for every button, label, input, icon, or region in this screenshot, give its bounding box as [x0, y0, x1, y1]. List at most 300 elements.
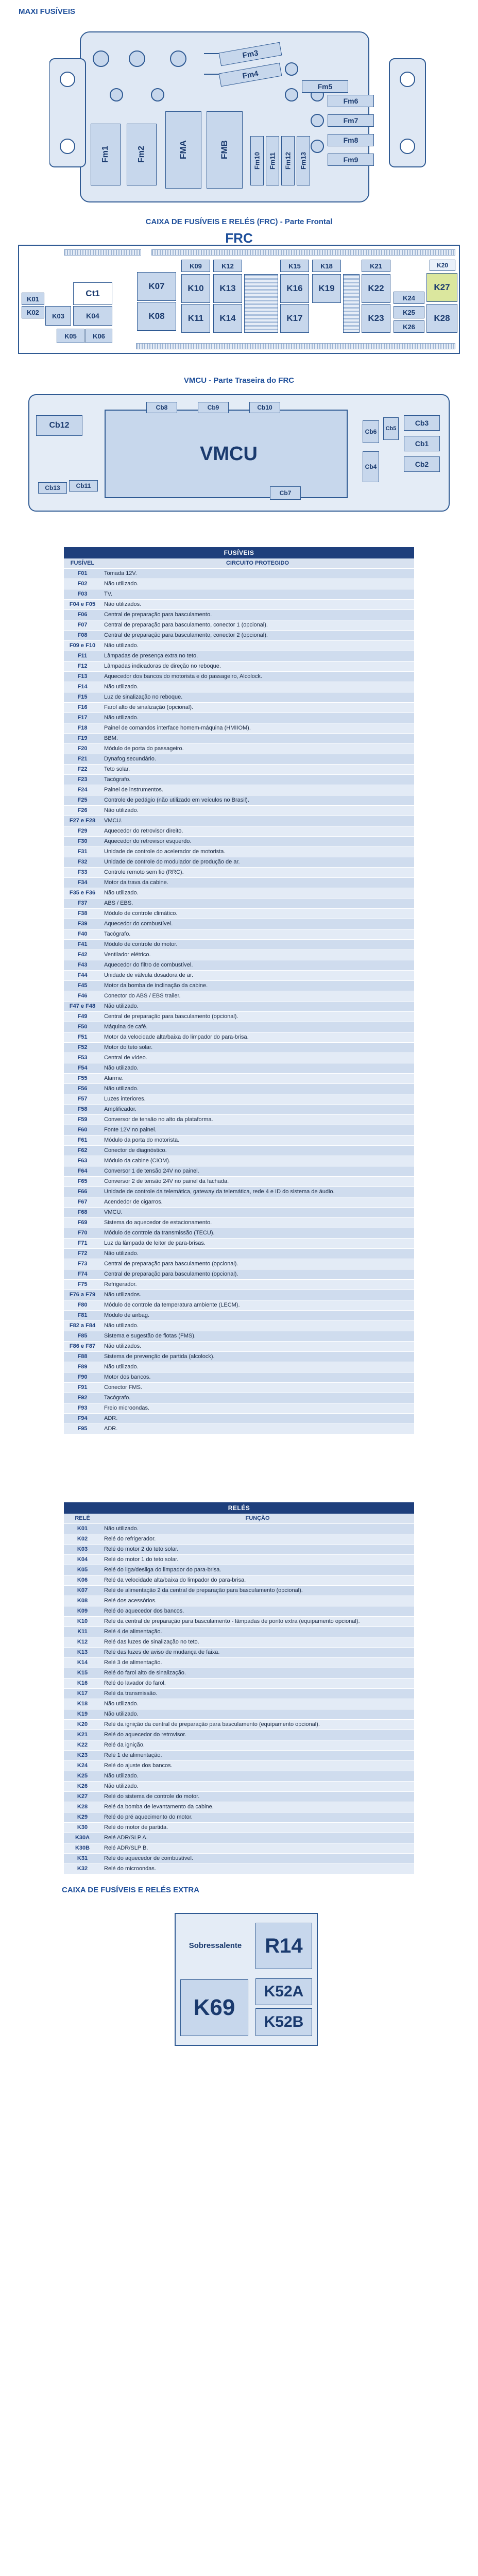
table-row: [64, 1679, 414, 1689]
row-code: F63: [64, 1156, 101, 1166]
row-description: Relé ADR/SLP A.: [101, 1833, 414, 1843]
row-code: F07: [64, 620, 101, 631]
frc-relay-k25: K25: [394, 306, 424, 318]
row-description: ADR.: [101, 1414, 414, 1424]
frc-relay-k07: K07: [137, 272, 176, 301]
row-description: Não utilizado.: [101, 1524, 414, 1534]
row-code: F11: [64, 651, 101, 662]
row-code: F03: [64, 589, 101, 600]
row-description: TV.: [101, 589, 414, 600]
row-code: F02: [64, 579, 101, 589]
row-code: F46: [64, 991, 101, 1002]
row-description: Motor da trava da cabine.: [101, 878, 414, 888]
frc-left-strip: [64, 249, 141, 256]
row-description: Conector do ABS / EBS trailer.: [101, 991, 414, 1002]
fuses-table-body: [64, 569, 414, 1434]
vmcu-cb12: Cb12: [36, 415, 82, 436]
table-row: [64, 971, 414, 981]
table-row: [64, 1699, 414, 1709]
table-row: [64, 765, 414, 775]
row-code: F08: [64, 631, 101, 641]
row-description: Relé da central de preparação para basculamento - lâmpadas de ponto extra (equipamento opcional).: [101, 1617, 414, 1627]
extra-diagram: [174, 1912, 318, 2046]
row-code: K03: [64, 1545, 101, 1555]
maxi-fuse-fm1: Fm1: [91, 124, 121, 185]
row-code: F16: [64, 703, 101, 713]
row-code: F22: [64, 765, 101, 775]
row-description: Relé do sistema de controle do motor.: [101, 1792, 414, 1802]
row-description: Aquecedor do combustível.: [101, 919, 414, 929]
maxi-fuse-fm7: Fm7: [328, 114, 374, 127]
vmcu-rear-title: VMCU - Parte Traseira do FRC: [183, 376, 295, 385]
row-description: Não utilizados.: [101, 1342, 414, 1352]
fuses-table-wrap: [64, 547, 414, 1434]
table-row: [64, 1311, 414, 1321]
table-row: [64, 1146, 414, 1156]
row-description: Módulo da cabine (CIOM).: [101, 1156, 414, 1166]
row-description: Sistema de prevenção de partida (alcolock).: [101, 1352, 414, 1362]
row-code: K12: [64, 1637, 101, 1648]
table-row: [64, 1084, 414, 1094]
table-row: [64, 1403, 414, 1414]
table-row: [64, 775, 414, 785]
vmcu-cb2: Cb2: [404, 456, 440, 472]
row-description: Acendedor de cigarros.: [101, 1197, 414, 1208]
row-code: K30: [64, 1823, 101, 1833]
row-code: F67: [64, 1197, 101, 1208]
frc-relay-k13: K13: [213, 274, 242, 303]
table-row: [64, 1342, 414, 1352]
row-description: Relé da ignição.: [101, 1740, 414, 1751]
row-description: Relé da velocidade alta/baixa do limpador do para-brisa.: [101, 1575, 414, 1586]
row-description: Relé do lavador do farol.: [101, 1679, 414, 1689]
row-description: Fonte 12V no painel.: [101, 1125, 414, 1136]
table-row: [64, 1843, 414, 1854]
table-row: [64, 960, 414, 971]
row-code: F21: [64, 754, 101, 765]
row-description: Luz de sinalização no reboque.: [101, 692, 414, 703]
maxi-fuse-fm10: Fm10: [250, 136, 264, 185]
row-code: F55: [64, 1074, 101, 1084]
row-code: K31: [64, 1854, 101, 1864]
row-code: K04: [64, 1555, 101, 1565]
table-row: [64, 1208, 414, 1218]
row-description: Luz da lâmpada de leitor de para-brisas.: [101, 1239, 414, 1249]
frc-fuse-block-a: [244, 274, 278, 333]
table-row: [64, 620, 414, 631]
frc-relay-k06: K06: [86, 329, 112, 343]
row-description: Central de preparação para basculamento, conector 1 (opcional).: [101, 620, 414, 631]
frc-top-strip: [151, 249, 455, 256]
row-code: K10: [64, 1617, 101, 1627]
row-description: Relé do ajuste dos bancos.: [101, 1761, 414, 1771]
maxi-fuse-diagram: [49, 23, 431, 208]
row-description: Relé da bomba de levantamento da cabine.: [101, 1802, 414, 1812]
frc-relay-k24: K24: [394, 292, 424, 304]
row-description: Não utilizado.: [101, 682, 414, 692]
row-code: F20: [64, 744, 101, 754]
table-row: [64, 1833, 414, 1843]
table-row: [64, 1177, 414, 1187]
table-row: [64, 1854, 414, 1864]
row-description: Tomada 12V.: [101, 569, 414, 579]
table-row: [64, 929, 414, 940]
table-row: [64, 1575, 414, 1586]
table-row: [64, 692, 414, 703]
row-description: Ventilador elétrico.: [101, 950, 414, 960]
row-code: F69: [64, 1218, 101, 1228]
maxi-fuse-fm11: Fm11: [266, 136, 279, 185]
table-row: [64, 1002, 414, 1012]
frc-diagram: [18, 231, 460, 354]
table-row: [64, 1239, 414, 1249]
row-code: F31: [64, 847, 101, 857]
row-code: F04 e F05: [64, 600, 101, 610]
row-code: F19: [64, 734, 101, 744]
row-code: F66: [64, 1187, 101, 1197]
row-description: Relé do refrigerador.: [101, 1534, 414, 1545]
frc-relay-k08: K08: [137, 302, 176, 331]
vmcu-cb10: Cb10: [249, 402, 280, 413]
row-description: Não utilizados.: [101, 600, 414, 610]
row-description: Relé do motor 1 do teto solar.: [101, 1555, 414, 1565]
frc-relay-k17: K17: [280, 304, 309, 333]
row-code: F09 e F10: [64, 641, 101, 651]
extra-relay-k52b: K52B: [255, 2008, 312, 2036]
row-description: Módulo da porta do motorista.: [101, 1136, 414, 1146]
row-description: Não utilizado.: [101, 1771, 414, 1782]
row-description: Relé da ignição da central de preparação para basculamento (equipamento opcional).: [101, 1720, 414, 1730]
row-description: Não utilizado.: [101, 1321, 414, 1331]
row-code: F68: [64, 1208, 101, 1218]
row-code: K21: [64, 1730, 101, 1740]
fuses-table-title: FUSÍVEIS: [64, 547, 414, 558]
relays-table-wrap: [64, 1502, 414, 1874]
maxi-fuse-fm8: Fm8: [328, 134, 374, 146]
row-description: ABS / EBS.: [101, 899, 414, 909]
vmcu-cb6: Cb6: [363, 420, 379, 443]
row-code: K30B: [64, 1843, 101, 1854]
row-code: F29: [64, 826, 101, 837]
frc-relay-k21: K21: [362, 260, 390, 272]
row-code: F23: [64, 775, 101, 785]
row-code: K19: [64, 1709, 101, 1720]
table-row: [64, 909, 414, 919]
vmcu-cb4: Cb4: [363, 451, 379, 482]
row-description: Tacógrafo.: [101, 1393, 414, 1403]
table-row: [64, 1637, 414, 1648]
frc-relay-k14: K14: [213, 304, 242, 333]
row-code: K26: [64, 1782, 101, 1792]
row-code: F49: [64, 1012, 101, 1022]
table-row: [64, 713, 414, 723]
table-row: [64, 1032, 414, 1043]
row-description: Controle de pedágio (não utilizado em veículos no Brasil).: [101, 795, 414, 806]
table-row: [64, 1290, 414, 1300]
vmcu-cb13: Cb13: [38, 482, 67, 494]
row-code: F25: [64, 795, 101, 806]
table-row: [64, 1596, 414, 1606]
table-row: [64, 785, 414, 795]
row-code: F15: [64, 692, 101, 703]
row-description: Relé 1 de alimentação.: [101, 1751, 414, 1761]
row-description: Relé do pré aquecimento do motor.: [101, 1812, 414, 1823]
table-row: [64, 1228, 414, 1239]
table-row: [64, 734, 414, 744]
row-description: Aquecedor dos bancos do motorista e do passageiro, Alcolock.: [101, 672, 414, 682]
row-description: Não utilizado.: [101, 1063, 414, 1074]
table-row: [64, 1761, 414, 1771]
maxi-fuse-fm12: Fm12: [281, 136, 295, 185]
table-row: [64, 991, 414, 1002]
frc-fuse-block-b: [343, 274, 360, 333]
table-row: [64, 1352, 414, 1362]
relays-col-code: RELÉ: [64, 1514, 101, 1524]
row-description: Luzes interiores.: [101, 1094, 414, 1105]
row-code: K20: [64, 1720, 101, 1730]
row-code: F43: [64, 960, 101, 971]
row-code: F12: [64, 662, 101, 672]
fuses-table: [64, 558, 414, 1434]
row-description: Central de preparação para basculamento (opcional).: [101, 1012, 414, 1022]
row-code: K07: [64, 1586, 101, 1596]
row-description: Motor da velocidade alta/baixa do limpador do para-brisa.: [101, 1032, 414, 1043]
row-code: F34: [64, 878, 101, 888]
row-code: F37: [64, 899, 101, 909]
row-code: F70: [64, 1228, 101, 1239]
row-code: F26: [64, 806, 101, 816]
frc-relay-k18: K18: [312, 260, 341, 272]
table-row: [64, 1658, 414, 1668]
row-code: F58: [64, 1105, 101, 1115]
row-description: Aquecedor do retrovisor direito.: [101, 826, 414, 837]
table-row: [64, 1771, 414, 1782]
table-row: [64, 857, 414, 868]
row-code: K32: [64, 1864, 101, 1874]
row-code: F65: [64, 1177, 101, 1187]
table-row: [64, 837, 414, 847]
table-row: [64, 1393, 414, 1403]
table-row: [64, 1259, 414, 1269]
row-description: Não utilizado.: [101, 1709, 414, 1720]
row-description: Relé do aquecedor do retrovisor.: [101, 1730, 414, 1740]
table-row: [64, 1063, 414, 1074]
row-code: K09: [64, 1606, 101, 1617]
row-description: Não utilizado.: [101, 806, 414, 816]
row-description: Refrigerador.: [101, 1280, 414, 1290]
row-description: Conversor de tensão no alto da plataforma.: [101, 1115, 414, 1125]
row-description: Módulo de porta do passageiro.: [101, 744, 414, 754]
row-code: F40: [64, 929, 101, 940]
table-row: [64, 1331, 414, 1342]
row-description: Módulo de controle do motor.: [101, 940, 414, 950]
row-description: Alarme.: [101, 1074, 414, 1084]
row-description: Relé do farol alto de sinalização.: [101, 1668, 414, 1679]
row-description: Não utilizado.: [101, 1249, 414, 1259]
row-code: F38: [64, 909, 101, 919]
row-description: Relé do liga/desliga do limpador do para-brisa.: [101, 1565, 414, 1575]
row-code: F01: [64, 569, 101, 579]
table-row: [64, 1812, 414, 1823]
row-code: F17: [64, 713, 101, 723]
table-row: [64, 1269, 414, 1280]
row-code: F81: [64, 1311, 101, 1321]
row-code: K15: [64, 1668, 101, 1679]
row-description: Sistema do aquecedor de estacionamento.: [101, 1218, 414, 1228]
row-code: F39: [64, 919, 101, 929]
row-code: F57: [64, 1094, 101, 1105]
table-row: [64, 1372, 414, 1383]
table-row: [64, 662, 414, 672]
maxi-fuse-fma: FMA: [165, 111, 201, 189]
table-row: [64, 631, 414, 641]
row-description: Lâmpadas indicadoras de direção no reboque.: [101, 662, 414, 672]
table-row: [64, 1012, 414, 1022]
maxi-title: MAXI FUSÍVEIS: [19, 7, 76, 16]
row-code: K25: [64, 1771, 101, 1782]
row-code: K22: [64, 1740, 101, 1751]
row-code: F73: [64, 1259, 101, 1269]
maxi-fuse-fm3: Fm3: [219, 42, 282, 66]
row-code: K29: [64, 1812, 101, 1823]
table-row: [64, 1053, 414, 1063]
row-description: Central de vídeo.: [101, 1053, 414, 1063]
row-description: Central de preparação para basculamento, conector 2 (opcional).: [101, 631, 414, 641]
row-description: Controle remoto sem fio (RRC).: [101, 868, 414, 878]
row-code: F14: [64, 682, 101, 692]
row-code: K23: [64, 1751, 101, 1761]
frc-label: FRC: [225, 230, 253, 246]
row-description: Relé ADR/SLP B.: [101, 1843, 414, 1854]
row-code: K01: [64, 1524, 101, 1534]
vmcu-cb9: Cb9: [198, 402, 229, 413]
row-description: Lâmpadas de presença extra no teto.: [101, 651, 414, 662]
row-description: Não utilizado.: [101, 1002, 414, 1012]
row-code: K08: [64, 1596, 101, 1606]
row-code: K16: [64, 1679, 101, 1689]
table-row: [64, 1751, 414, 1761]
extra-spare-label: Sobressalente: [189, 1941, 242, 1950]
row-description: Módulo de airbag.: [101, 1311, 414, 1321]
row-code: F85: [64, 1331, 101, 1342]
row-description: Relé dos acessórios.: [101, 1596, 414, 1606]
frc-relay-k28: K28: [426, 304, 457, 333]
table-row: [64, 641, 414, 651]
frc-relay-k01: K01: [22, 293, 44, 305]
row-code: F91: [64, 1383, 101, 1393]
table-row: [64, 795, 414, 806]
frc-relay-k12: K12: [213, 260, 242, 272]
row-code: F88: [64, 1352, 101, 1362]
row-code: K02: [64, 1534, 101, 1545]
row-code: F76 a F79: [64, 1290, 101, 1300]
row-description: Painel de instrumentos.: [101, 785, 414, 795]
row-code: F82 a F84: [64, 1321, 101, 1331]
row-code: F33: [64, 868, 101, 878]
table-row: [64, 1383, 414, 1393]
row-code: K28: [64, 1802, 101, 1812]
row-code: F18: [64, 723, 101, 734]
row-code: F62: [64, 1146, 101, 1156]
row-code: F93: [64, 1403, 101, 1414]
row-description: Não utilizado.: [101, 1782, 414, 1792]
frc-relay-k22: K22: [362, 274, 390, 303]
fuses-col-desc: CIRCUITO PROTEGIDO: [101, 558, 414, 569]
row-description: Não utilizados.: [101, 1290, 414, 1300]
vmcu-cb7: Cb7: [270, 486, 301, 500]
vmcu-cb3: Cb3: [404, 415, 440, 431]
row-code: F51: [64, 1032, 101, 1043]
row-description: Painel de comandos interface homem-máquina (HMIIOM).: [101, 723, 414, 734]
table-row: [64, 1782, 414, 1792]
row-description: Aquecedor do retrovisor esquerdo.: [101, 837, 414, 847]
row-description: Unidade de controle da telemática, gateway da telemática, rede 4 e ID do sistema de áudio.: [101, 1187, 414, 1197]
frc-bottom-strip: [136, 343, 455, 349]
row-code: K24: [64, 1761, 101, 1771]
table-row: [64, 1689, 414, 1699]
row-code: K30A: [64, 1833, 101, 1843]
row-code: F89: [64, 1362, 101, 1372]
row-description: BBM.: [101, 734, 414, 744]
row-code: F64: [64, 1166, 101, 1177]
table-row: [64, 589, 414, 600]
table-row: [64, 1280, 414, 1290]
row-code: F32: [64, 857, 101, 868]
row-description: Dynafog secundário.: [101, 754, 414, 765]
row-description: Tacógrafo.: [101, 775, 414, 785]
frc-front-title: CAIXA DE FUSÍVEIS E RELÉS (FRC) - Parte Frontal: [145, 217, 333, 226]
row-description: Unidade de controle do acelerador de motorista.: [101, 847, 414, 857]
row-description: Unidade de controle do modulador de produção de ar.: [101, 857, 414, 868]
maxi-fuse-fm13: Fm13: [297, 136, 310, 185]
row-code: F56: [64, 1084, 101, 1094]
maxi-fuse-fm2: Fm2: [127, 124, 157, 185]
table-row: [64, 1802, 414, 1812]
row-code: F74: [64, 1269, 101, 1280]
table-row: [64, 888, 414, 899]
row-code: F44: [64, 971, 101, 981]
table-row: [64, 1617, 414, 1627]
relays-table-body: [64, 1524, 414, 1874]
row-description: Motor do teto solar.: [101, 1043, 414, 1053]
table-row: [64, 1156, 414, 1166]
maxi-fuse-fmb: FMB: [207, 111, 243, 189]
table-row: [64, 868, 414, 878]
fuses-col-code: FUSÍVEL: [64, 558, 101, 569]
row-description: Relé de alimentação 2 da central de preparação para basculamento (opcional).: [101, 1586, 414, 1596]
table-row: [64, 1720, 414, 1730]
table-row: [64, 1730, 414, 1740]
row-code: F35 e F36: [64, 888, 101, 899]
table-row: [64, 1362, 414, 1372]
table-row: [64, 1545, 414, 1555]
row-code: F54: [64, 1063, 101, 1074]
row-code: F53: [64, 1053, 101, 1063]
row-description: Módulo de controle da transmissão (TECU).: [101, 1228, 414, 1239]
table-row: [64, 1555, 414, 1565]
row-code: K11: [64, 1627, 101, 1637]
row-code: F30: [64, 837, 101, 847]
frc-relay-k05: K05: [57, 329, 84, 343]
table-row: [64, 950, 414, 960]
row-description: Central de preparação para basculamento (opcional).: [101, 1259, 414, 1269]
row-code: K14: [64, 1658, 101, 1668]
table-row: [64, 806, 414, 816]
row-code: F94: [64, 1414, 101, 1424]
row-description: Central de preparação para basculamento (opcional).: [101, 1269, 414, 1280]
table-row: [64, 1792, 414, 1802]
row-description: Unidade de válvula dosadora de ar.: [101, 971, 414, 981]
